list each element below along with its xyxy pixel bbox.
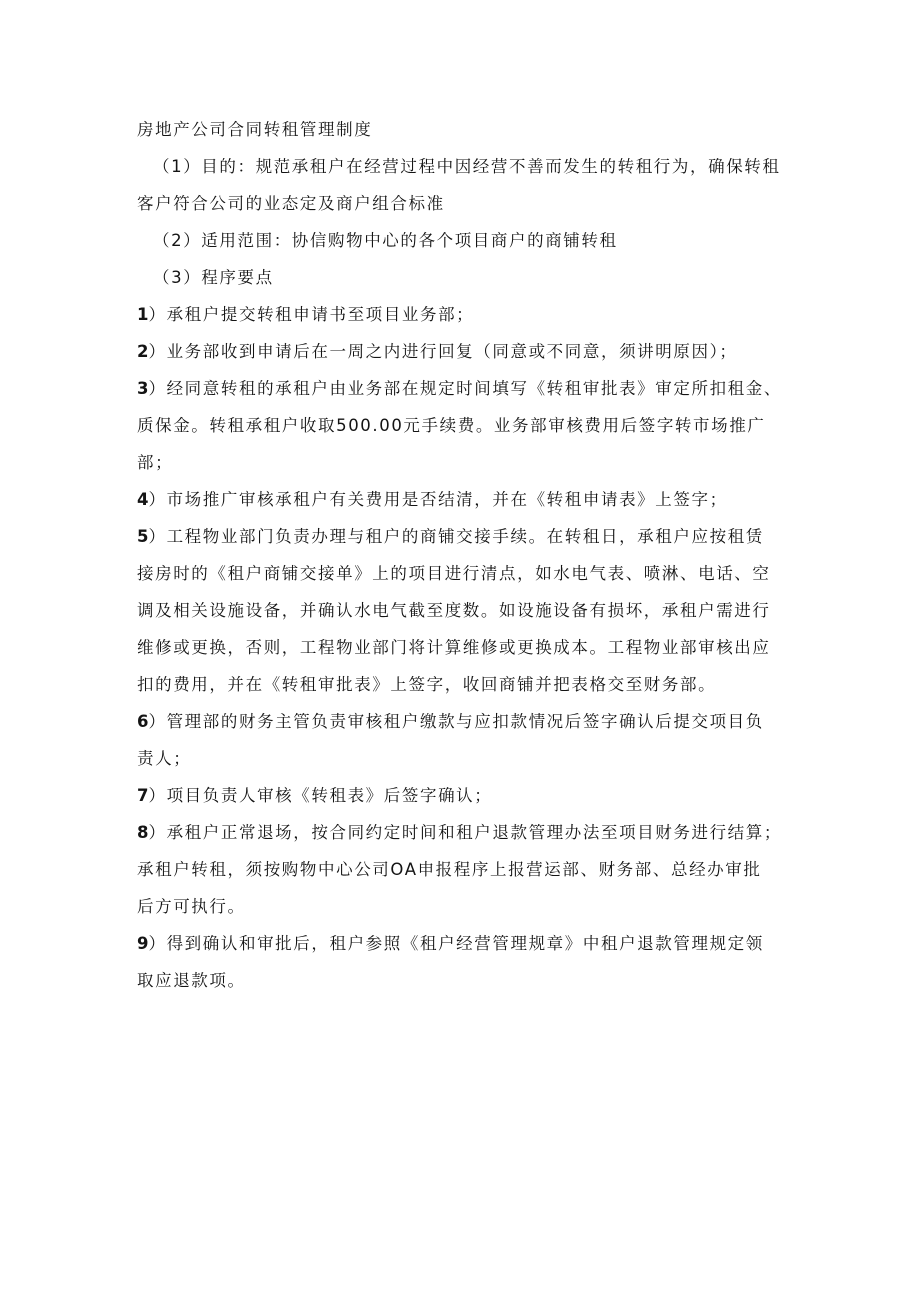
step-9-line-1 [137,925,789,962]
step-number: 2 [137,342,149,361]
step-9-line-2: 取应退款项。 [137,971,246,990]
step-5-line-3: 调及相关设施设备，并确认水电气截至度数。如设施设备有损坏，承租户需进行 [137,601,771,620]
step-text: ）得到确认和审批后，租户参照《租户经营管理规章》中租户退款管理规定领 [148,934,764,953]
step-5-line-2: 接房时的《租户商铺交接单》上的项目进行清点，如水电气表、喷淋、电话、空 [137,564,771,583]
scope-line: （2）适用范围：协信购物中心的各个项目商户的商铺转租 [153,231,618,250]
step-1-line-1 [137,296,789,333]
document-body [137,111,789,999]
step-text: ）承租户正常退场，按合同约定时间和租户退款管理办法至项目财务进行结算； [148,823,782,842]
step-number: 8 [137,823,149,842]
step-number: 3 [137,379,149,398]
step-number: 7 [137,786,149,805]
step-5-line-1 [137,518,789,555]
step-text: ）承租户提交转租申请书至项目业务部； [148,305,475,324]
step-text: ）业务部收到申请后在一周之内进行回复（同意或不同意，须讲明原因）； [148,342,738,361]
step-3-line-2: 质保金。转租承租户收取500.00元手续费。业务部审核费用后签字转市场推广 [137,416,766,435]
step-6-line-2: 责人； [137,749,192,768]
step-text: ）市场推广审核承租户有关费用是否结清，并在《转租申请表》上签字； [148,490,728,509]
procedure-heading: （3）程序要点 [153,268,274,287]
step-4-line-1 [137,481,789,518]
step-6-line-1 [137,703,789,740]
step-number: 6 [137,712,149,731]
step-number: 4 [137,490,149,509]
step-5-line-5: 扣的费用，并在《转租审批表》上签字，收回商铺并把表格交至财务部。 [137,675,717,694]
step-8-line-1 [137,814,789,851]
step-text: ）项目负责人审核《转租表》后签字确认； [148,786,493,805]
step-text: ）经同意转租的承租户由业务部在规定时间填写《转租审批表》审定所扣租金、 [148,379,782,398]
step-number: 1 [137,305,149,324]
step-number: 9 [137,934,149,953]
step-text: ）工程物业部门负责办理与租户的商铺交接手续。在转租日，承租户应按租赁 [148,527,764,546]
step-2-line-1 [137,333,789,370]
document-title: 房地产公司合同转租管理制度 [137,120,373,139]
step-5-line-4: 维修或更换，否则，工程物业部门将计算维修或更换成本。工程物业部审核出应 [137,638,771,657]
step-7-line-1 [137,777,789,814]
step-8-line-2: 承租户转租，须按购物中心公司OA申报程序上报营运部、财务部、总经办审批 [137,860,762,879]
step-number: 5 [137,527,149,546]
step-3-line-1 [137,370,789,407]
step-3-line-3: 部； [137,453,174,472]
step-text: ）管理部的财务主管负责审核租户缴款与应扣款情况后签字确认后提交项目负 [148,712,764,731]
purpose-line-2: 客户符合公司的业态定及商户组合标准 [137,194,445,213]
step-8-line-3: 后方可执行。 [137,897,246,916]
purpose-line-1: （1）目的：规范承租户在经营过程中因经营不善而发生的转租行为，确保转租 [153,157,781,176]
